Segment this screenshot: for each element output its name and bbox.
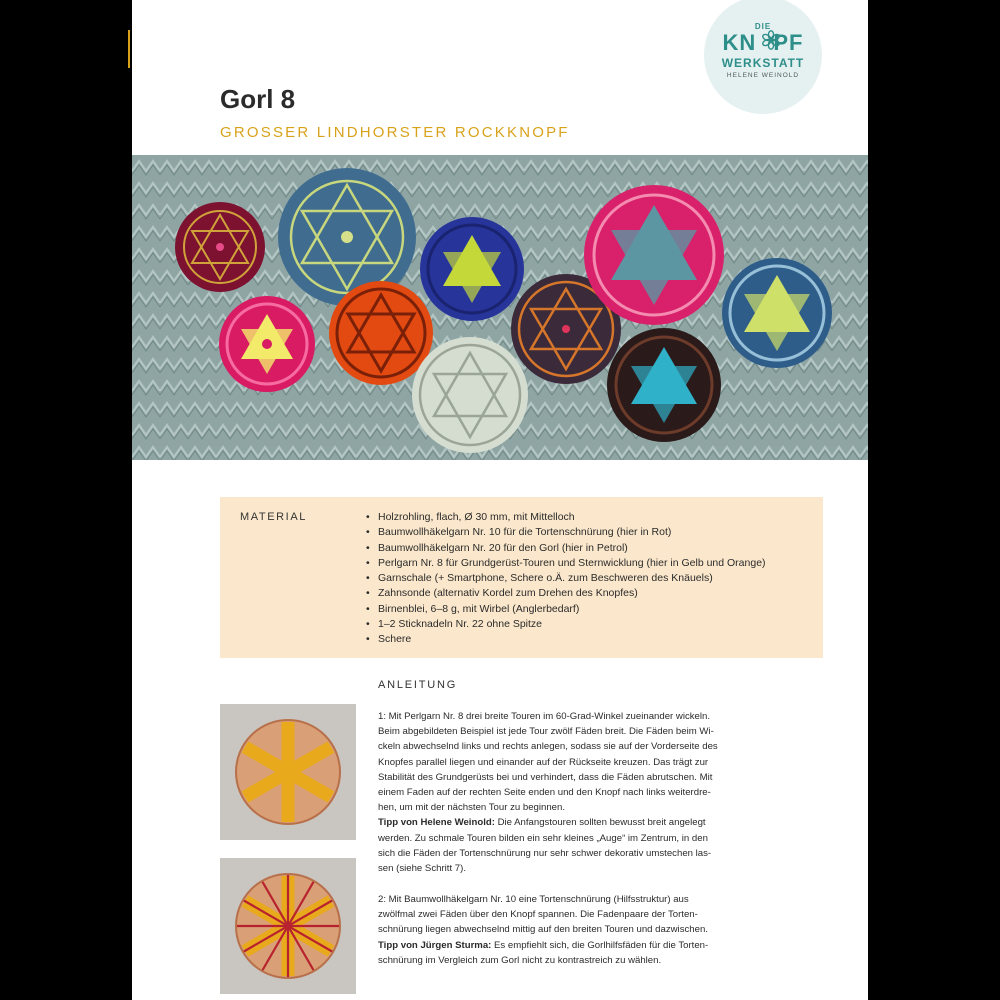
- page-title: Gorl 8: [220, 84, 296, 114]
- instructions-heading: ANLEITUNG: [378, 679, 458, 691]
- step1-line: ckeln abwechselnd links und rechts anlegen, sodass sie auf der Vorderseite des: [378, 741, 718, 753]
- document-page: [132, 0, 868, 1000]
- step2-tip-label: Tipp von Jürgen Sturma:: [378, 939, 492, 951]
- step1-tip-text: Die Anfangstouren sollten bewusst breit angelegt: [494, 817, 706, 829]
- material-item: • Zahnsonde (alternativ Kordel zum Drehen des Knopfes): [366, 586, 766, 601]
- logo-name: HELENE WEINOLD: [726, 72, 800, 79]
- step2-line: zwölfmal zwei Fäden über den Knopf spannen. Die Fadenpaare der Torten-: [378, 909, 698, 921]
- step1-line: Knopfes parallel liegen und einander auf der Rückseite kreuzen. Das trägt zur: [378, 756, 709, 768]
- buttons-hero-photo: [132, 155, 868, 460]
- step1-line: hen, um mit der nächsten Tour zu beginnen.: [378, 802, 566, 814]
- step2-photo: [220, 858, 356, 994]
- material-item: • Birnenblei, 6–8 g, mit Wirbel (Anglerbedarf): [366, 602, 766, 617]
- step1-tip-label: Tipp von Helene Weinold:: [378, 817, 495, 829]
- step1-line: Beim abgebildeten Beispiel ist jede Tour zwölf Fäden breit. Die Fäden beim Wi-: [378, 726, 714, 738]
- logo-knopf: [704, 30, 822, 56]
- knopfwerkstatt-logo: [704, 0, 822, 114]
- logo-knopf-right: PF: [773, 30, 804, 55]
- step2-tip-text: Es empfiehlt sich, die Gorlhilfsfäden für die Torten-: [491, 939, 709, 951]
- step2-text: [378, 892, 758, 968]
- material-item: • Perlgarn Nr. 8 für Grundgerüst-Touren und Sternwicklung (hier in Gelb und Orange): [366, 556, 766, 571]
- material-item: • Baumwollhäkelgarn Nr. 10 für die Tortenschnürung (hier in Rot): [366, 525, 766, 540]
- step2-tip: [378, 938, 758, 953]
- logo-werkstatt: WERKSTATT: [721, 56, 805, 70]
- step1-photo: [220, 704, 356, 840]
- material-label: MATERIAL: [240, 511, 307, 523]
- step1-line: einem Faden auf der rechten Seite enden und den Knopf nach links weiterdre-: [378, 787, 711, 799]
- step1-tip-line: werden. Zu schmale Touren bilden ein sehr kleines „Auge“ im Zentrum, in den: [378, 832, 708, 844]
- logo-die: DIE: [754, 22, 772, 31]
- step1-tip-line: sich die Fäden der Tortenschnürung nur sehr schwer dekorativ umstechen las-: [378, 847, 712, 859]
- material-item: • Schere: [366, 632, 766, 647]
- step2-line: 2: Mit Baumwollhäkelgarn Nr. 10 eine Tortenschnürung (Hilfsstruktur) aus: [378, 894, 689, 905]
- material-list: [366, 510, 766, 648]
- material-item: • 1–2 Sticknadeln Nr. 22 ohne Spitze: [366, 617, 766, 632]
- page-subtitle: GROSSER LINDHORSTER ROCKKNOPF: [220, 124, 570, 141]
- step1-line: Stabilität des Grundgerüsts bei und verhindert, dass die Fäden abrutschen. Mit: [378, 771, 713, 783]
- step1-tip-line: sen (siehe Schritt 7).: [378, 863, 466, 875]
- page-edge-mark: [128, 30, 130, 68]
- material-item: • Garnschale (+ Smartphone, Schere o.Ä. zum Beschweren des Knäuels): [366, 571, 766, 586]
- step1-tip: [378, 815, 758, 830]
- material-box: [220, 497, 823, 658]
- logo-knopf-left: KN: [722, 30, 757, 55]
- material-item: • Holzrohling, flach, Ø 30 mm, mit Mittelloch: [366, 510, 766, 525]
- step1-line: 1: Mit Perlgarn Nr. 8 drei breite Touren im 60-Grad-Winkel zueinander wickeln.: [378, 711, 711, 722]
- step1-text: [378, 709, 758, 876]
- step2-tip-line: schnürung im Vergleich zum Gorl nicht zu kontrastreich zu wählen.: [378, 954, 662, 966]
- material-item: • Baumwollhäkelgarn Nr. 20 für den Gorl (hier in Petrol): [366, 541, 766, 556]
- step2-line: schnürung liegen abwechselnd mittig auf den breiten Touren und dazwischen.: [378, 924, 708, 936]
